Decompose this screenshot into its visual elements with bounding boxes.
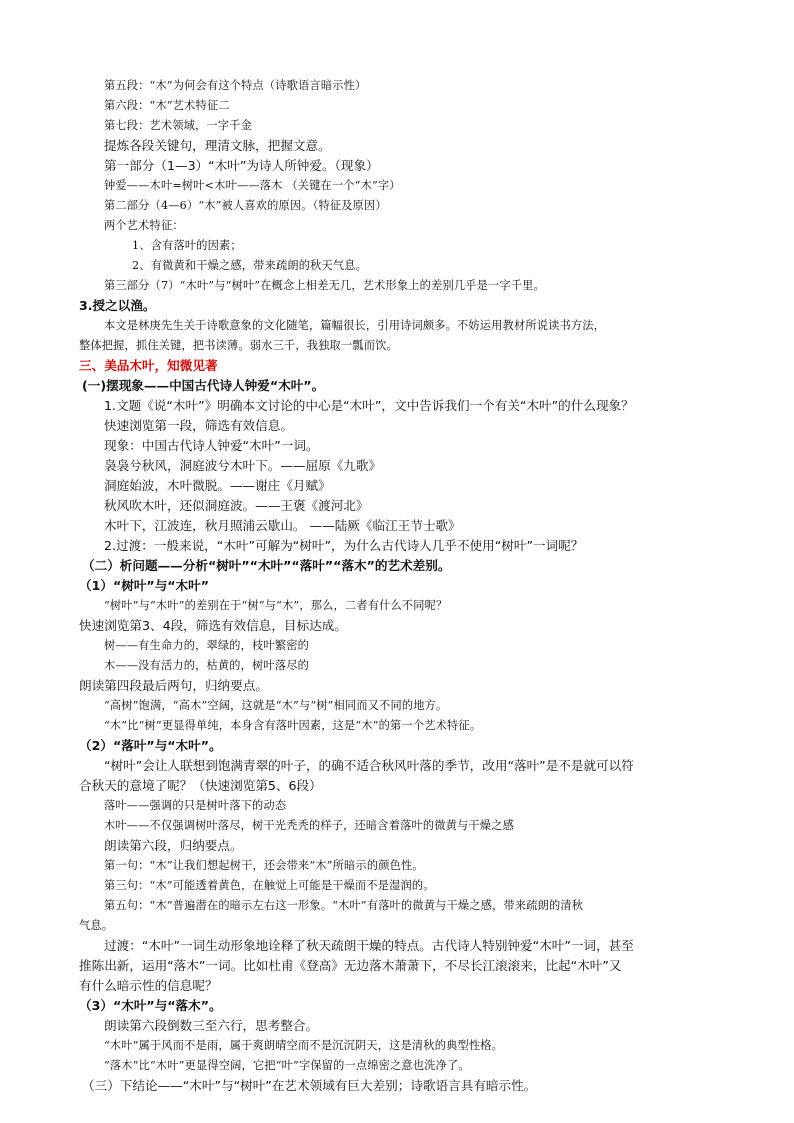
text-line: 2、有微黄和干燥之感，带来疏朗的秋天气息。 bbox=[132, 259, 368, 272]
text-line: 现象：中国古代诗人钟爱“木叶”一词。 bbox=[104, 438, 319, 453]
text-line: 木叶——不仅强调树叶落尽，树干光秃秃的样子，还暗含着落叶的微黄与干燥之感 bbox=[104, 819, 514, 832]
text-line: 整体把握，抓住关键，把书读薄。弱水三千，我独取一瓢而饮。 bbox=[79, 339, 398, 352]
text-line: 快速浏览第3、4段，筛选有效信息，目标达成。 bbox=[79, 618, 347, 633]
text-line: 树——有生命力的，翠绿的，枝叶繁密的 bbox=[104, 639, 309, 652]
text-line: 气息。 bbox=[79, 919, 114, 932]
text-line: 1.文题《说“木叶”》明确本文讨论的中心是“木叶”，文中告诉我们一个有关“木叶”的什么现象？ bbox=[104, 398, 634, 413]
chapter-heading: 三、美品木叶，知微见著 bbox=[79, 358, 218, 373]
text-line: 朗读第四段最后两句，归纳要点。 bbox=[79, 678, 268, 693]
text-line: 第六段：“木”艺术特征二 bbox=[104, 99, 230, 112]
section-heading: 3.授之以渔。 bbox=[79, 298, 156, 313]
text-line: 推陈出新，运用“落木”一词。比如杜甫《登高》无边落木萧萧下，不尽长江滚滚来，比起“木叶”又 bbox=[79, 958, 622, 973]
text-line: 木——没有活力的，枯黄的，树叶落尽的 bbox=[104, 659, 309, 672]
subsection-heading: （2）“落叶”与“木叶”。 bbox=[79, 738, 222, 753]
text-line: “木叶”属于风而不是雨，属于爽朗晴空而不是沉沉阴天，这是清秋的典型性格。 bbox=[104, 1039, 504, 1052]
subsection-heading: （3）“木叶”与“落木”。 bbox=[79, 998, 222, 1013]
text-line: “树叶”与“木叶”的差别在于“树”与“木”，那么，二者有什么不同呢？ bbox=[104, 599, 448, 612]
text-line: 第五段：“木”为何会有这个特点（诗歌语言暗示性） bbox=[104, 79, 367, 92]
text-line: 第七段：艺术领域，一字千金 bbox=[104, 119, 253, 132]
section-heading: （二）析问题——分析“树叶”“木叶”“落叶”“落木”的艺术差别。 bbox=[82, 558, 451, 573]
text-line: 合秋天的意境了呢？（快速浏览第5、6段） bbox=[79, 778, 322, 793]
text-line: 第二部分（4—6）“木”被人喜欢的原因。（特征及原因） bbox=[104, 199, 387, 212]
text-line: 两个艺术特征： bbox=[104, 219, 184, 232]
text-line: 2.过渡：一般来说，“木叶”可解为“树叶”，为什么古代诗人几乎不使用“树叶”一词呢？ bbox=[104, 538, 584, 553]
text-line: 1、含有落叶的因素； bbox=[132, 239, 242, 252]
text-line: 第一句：“木”让我们想起树干，还会带来“木”所暗示的颜色性。 bbox=[104, 859, 424, 872]
text-line: 有什么暗示性的信息呢？ bbox=[79, 978, 218, 993]
section-heading: (一)摆现象——中国古代诗人钟爱“木叶”。 bbox=[82, 378, 325, 393]
text-line: 第三部分（7）“木叶”与“树叶”在概念上相差无几，艺术形象上的差别几乎是一字千里。 bbox=[104, 279, 545, 292]
quote-line: 洞庭始波，木叶微脱。——谢庄《月赋》 bbox=[104, 478, 331, 493]
text-line: “树叶”会让人联想到饱满青翠的叶子，的确不适合秋风叶落的季节，改用“落叶”是不是就可以符 bbox=[104, 758, 634, 773]
text-line: 钟爱——木叶=树叶<木叶——落木 （关键在一个“木”字） bbox=[104, 179, 401, 192]
text-line: 朗读第六段，归纳要点。 bbox=[104, 838, 243, 853]
text-line: “高树”饱满，“高木”空阔，这就是“木”与“树”相同而又不同的地方。 bbox=[104, 699, 448, 712]
text-line: “木”比“树”更显得单纯，本身含有落叶因素，这是“木”的第一个艺术特征。 bbox=[104, 719, 482, 732]
quote-line: 木叶下，江波连，秋月照浦云歇山。 ——陆厥《临江王节士歌》 bbox=[104, 518, 461, 533]
text-line: 落叶——强调的只是树叶落下的动态 bbox=[104, 799, 287, 812]
conclusion-heading: （三）下结论——“木叶”与“树叶”在艺术领域有巨大差别；诗歌语言具有暗示性。 bbox=[82, 1078, 537, 1093]
text-line: 快速浏览第一段，筛选有效信息。 bbox=[104, 418, 293, 433]
quote-line: 袅袅兮秋风，洞庭波兮木叶下。——屈原《九歌》 bbox=[104, 458, 382, 473]
text-line: 本文是林庚先生关于诗歌意象的文化随笔，篇幅很长，引用诗词颇多。不妨运用教材所说读书方法， bbox=[104, 319, 606, 332]
text-line: “落木”比“木叶”更显得空阔，它把“叶”字保留的一点绵密之意也洗净了。 bbox=[104, 1059, 470, 1072]
text-line: 提炼各段关键句，理清文脉，把握文意。 bbox=[104, 138, 331, 153]
quote-line: 秋风吹木叶，还似洞庭波。——王褒《渡河北》 bbox=[104, 498, 369, 513]
text-line: 朗读第六段倒数三至六行，思考整合。 bbox=[104, 1018, 319, 1033]
text-line: 第三句：“木”可能透着黄色，在触觉上可能是干燥而不是湿润的。 bbox=[104, 879, 435, 892]
subsection-heading: （1）“树叶”与“木叶” bbox=[79, 578, 210, 593]
text-line: 第五句：“木”普遍潜在的暗示左右这一形象。“木叶”有落叶的微黄与干燥之感，带来疏朗的清秋 bbox=[104, 899, 584, 912]
text-line: 第一部分（1—3）“木叶”为诗人所钟爱。（现象） bbox=[104, 158, 379, 173]
text-line: 过渡：“木叶”一词生动形象地诠释了秋天疏朗干燥的特点。古代诗人特别钟爱“木叶”一词，甚至 bbox=[104, 938, 634, 953]
